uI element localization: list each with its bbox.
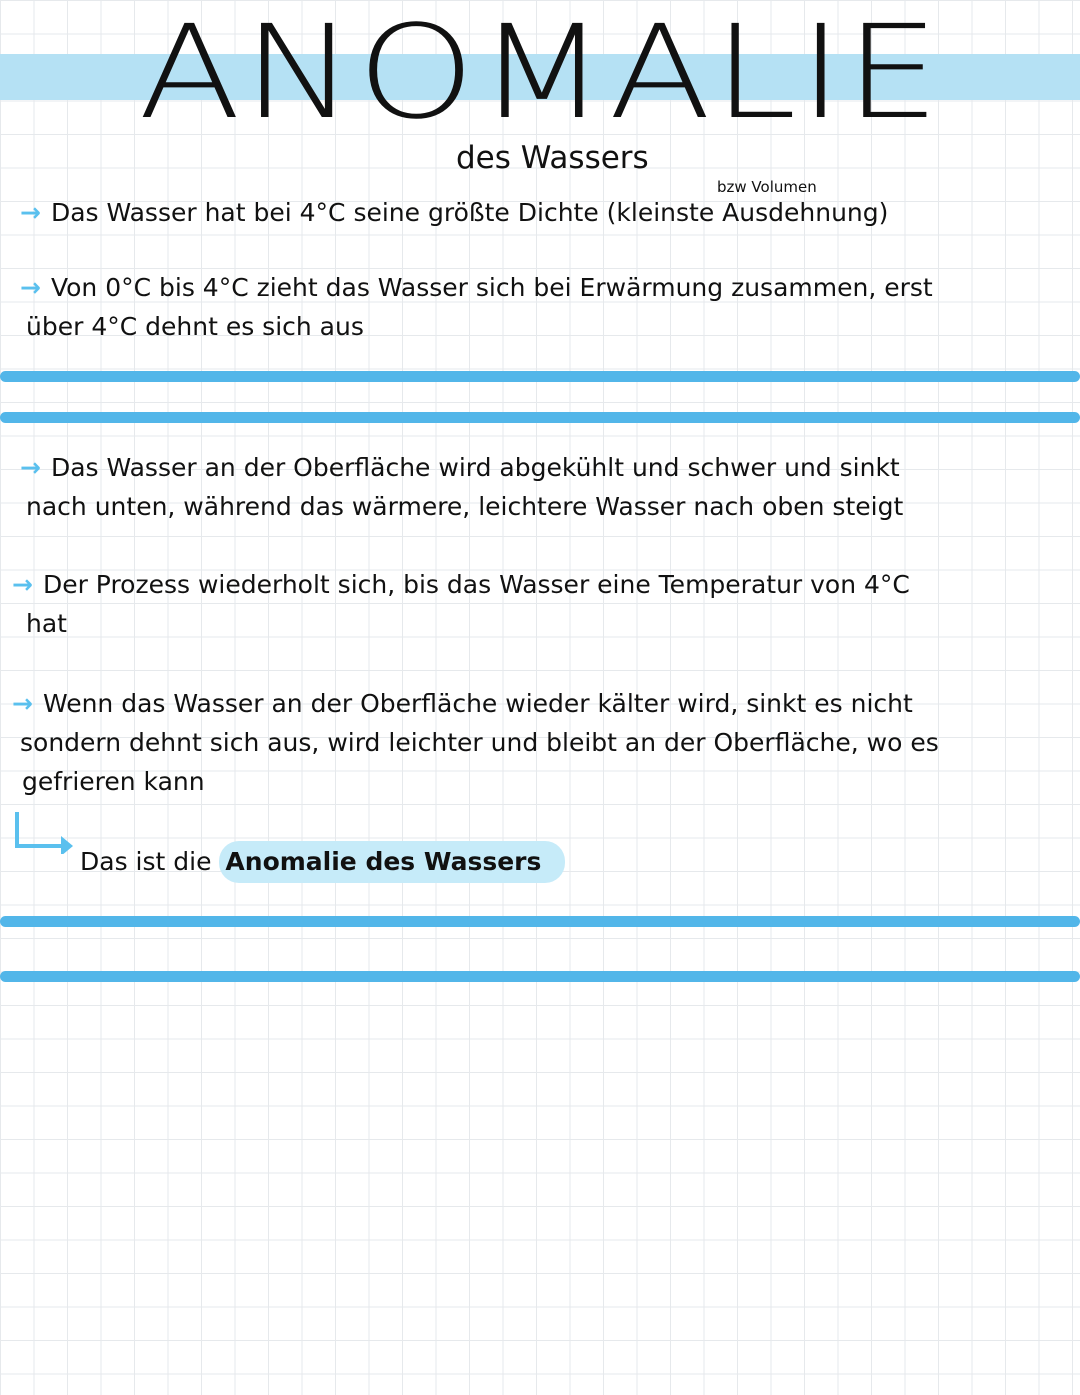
paragraph-3-line-1: Das Wasser an der Oberfläche wird abgekühlt und schwer und sinkt (50, 453, 900, 482)
paragraph-2 (20, 268, 933, 346)
conclusion (80, 841, 565, 883)
paragraph-5-line-2: sondern dehnt sich aus, wird leichter und bleibt an der Oberfläche, wo es (20, 728, 939, 757)
divider-line-2 (0, 412, 1080, 423)
paragraph-2-line-2: über 4°C dehnt es sich aus (26, 312, 364, 341)
arrow-right-icon: → (20, 198, 41, 227)
paragraph-5-line-3: gefrieren kann (22, 767, 205, 796)
corner-arrow-icon (15, 812, 75, 854)
arrow-right-icon: → (12, 570, 33, 599)
conclusion-highlight: Anomalie des Wassers (219, 841, 565, 883)
paragraph-3-line-2: nach unten, während das wärmere, leichtere Wasser nach oben steigt (26, 492, 904, 521)
paragraph-1-line-1: Das Wasser hat bei 4°C seine größte Dichte (kleinste Ausdehnung) (50, 198, 889, 227)
divider-line-4 (0, 971, 1080, 982)
page-title: ANOMALIE (138, 0, 942, 148)
paragraph-1 (20, 193, 888, 232)
paragraph-4-line-2: hat (26, 609, 67, 638)
arrow-right-icon: → (20, 273, 41, 302)
conclusion-prefix: Das ist die (80, 847, 212, 876)
paragraph-3 (20, 448, 903, 526)
note-above: bzw Volumen (717, 178, 817, 196)
paragraph-2-line-1: Von 0°C bis 4°C zieht das Wasser sich bei Erwärmung zusammen, erst (50, 273, 933, 302)
arrow-right-icon: → (12, 689, 33, 718)
paragraph-4-line-1: Der Prozess wiederholt sich, bis das Wasser eine Temperatur von 4°C (42, 570, 910, 599)
paragraph-4 (12, 565, 910, 643)
page-subtitle: des Wassers (456, 140, 649, 176)
paragraph-5-line-1: Wenn das Wasser an der Oberfläche wieder kälter wird, sinkt es nicht (42, 689, 913, 718)
divider-line-1 (0, 371, 1080, 382)
divider-line-3 (0, 916, 1080, 927)
paragraph-5 (12, 684, 939, 801)
arrow-right-icon: → (20, 453, 41, 482)
